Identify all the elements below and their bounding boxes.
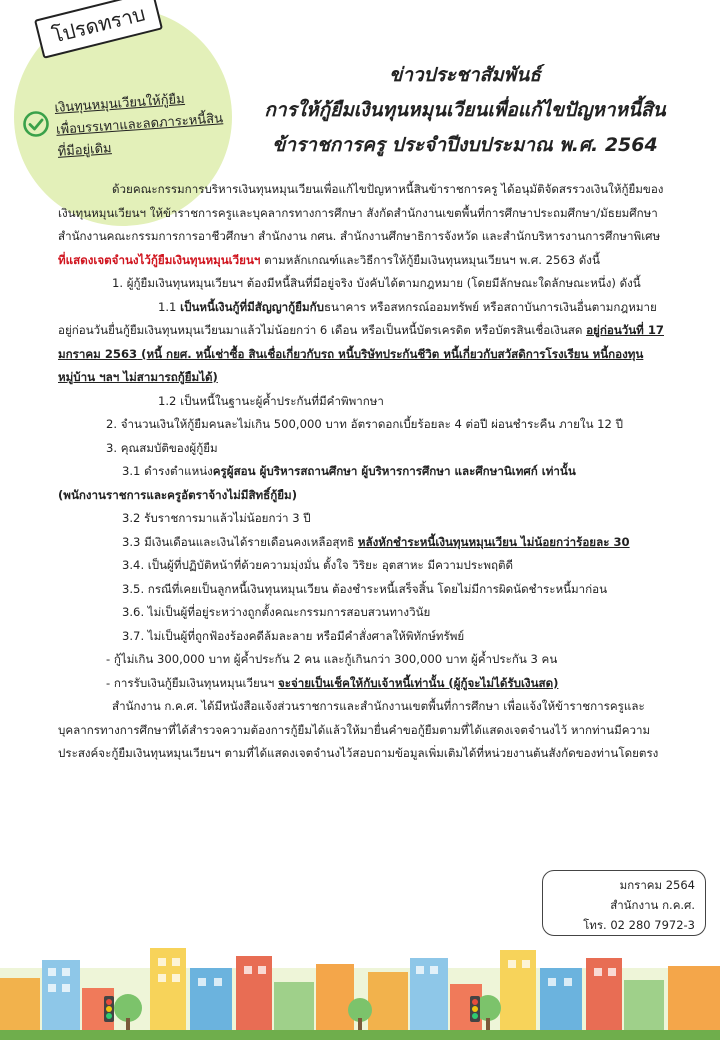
item-3-3-text: 3.3 มีเงินเดือนและเงินได้รายเดือนคงเหลือสุทธิ bbox=[122, 534, 358, 549]
item-3-2: 3.2 รับราชการมาแล้วไม่น้อยกว่า 3 ปี bbox=[122, 511, 311, 525]
item-3: 3. คุณสมบัติของผู้กู้ยืม bbox=[106, 440, 218, 455]
item-3-7: 3.7. ไม่เป็นผู้ที่ถูกฟ้องร้องคดีล้มละลาย หรือมีคำสั่งศาลให้พิทักษ์ทรัพย์ bbox=[122, 628, 465, 643]
item-3-5: 3.5. กรณีที่เคยเป็นลูกหนี้เงินทุนหมุนเวียน ต้องชำระหนี้เสร็จสิ้น โดยไม่มีการผิดนัดชำระหนี้มาก่อน bbox=[122, 581, 608, 596]
item-3-3 bbox=[58, 531, 664, 555]
item-3-1-bold: ครูผู้สอน ผู้บริหารสถานศึกษา ผู้บริหารการศึกษา และศึกษานิเทศก์ เท่านั้น bbox=[212, 464, 576, 478]
item-2: 2. จำนวนเงินให้กู้ยืมคนละไม่เกิน 500,000 บาท อัตราดอกเบี้ยร้อยละ 4 ต่อปี ผ่อนชำระคืน ภายใน 12 ปี bbox=[106, 417, 623, 431]
contact-phone: โทร. 02 280 7972-3 bbox=[583, 918, 695, 932]
item-1-1-text: ธนาคาร หรือสหกรณ์ออมทรัพย์ หรือสถาบันการเงินอื่นตามกฎหมาย อยู่ก่อนวันยื่นกู้ยืมเงินทุนหมุนเวียนมาแล้วไม่น้อยกว่า 6 เดือน หรือเป็นหนี้บัตรเครดิต หรือบัตรสินเชื่อเงินสด bbox=[58, 299, 657, 337]
item-3-4: 3.4. เป็นผู้ที่ปฏิบัติหน้าที่ด้วยความมุ่งมั่น ตั้งใจ วิริยะ อุตสาหะ มีความประพฤติดี bbox=[122, 558, 514, 572]
notice-line: เพื่อบรรเทาและลดภาระหนี้สิน bbox=[55, 111, 224, 138]
notice-text bbox=[54, 86, 228, 164]
intro-text: ด้วยคณะกรรมการบริหารเงินทุนหมุนเวียนเพื่อแก้ไขปัญหาหนี้สินข้าราชการครู ได้อนุมัติจัดสรรวงเงินให้กู้ยืมของเงินทุนหมุนเวียนฯ ให้ข้าราชการครูและบุคลากรทางการศึกษา สังกัดสำนักงานเขตพื้นที่การศึกษาประถมศึกษา/มัธยมศึกษา สำนักงานคณะกรรมการการอาชีวศึกษา สำนักงาน กศน. สำนักงานศึกษาธิการจังหวัด และสำนักบริหารงานการศึกษาพิเศษ bbox=[58, 182, 664, 243]
title-line-3: ข้าราชการครู ประจำปีงบประมาณ พ.ศ. 2564 bbox=[272, 134, 658, 156]
intro-highlight: ที่แสดงเจตจำนงไว้กู้ยืมเงินทุนหมุนเวียนฯ bbox=[58, 252, 261, 267]
item-3-6: 3.6. ไม่เป็นผู้ที่อยู่ระหว่างถูกตั้งคณะกรรมการสอบสวนทางวินัย bbox=[122, 605, 431, 619]
ground-strip bbox=[0, 1030, 720, 1040]
bullet-payment-text: - การรับเงินกู้ยืมเงินทุนหมุนเวียนฯ bbox=[106, 675, 278, 690]
item-1-1-bold: เป็นหนี้เงินกู้ที่มีสัญญากู้ยืมกับ bbox=[180, 299, 324, 314]
closing-paragraph: สำนักงาน ก.ค.ศ. ได้มีหนังสือแจ้งส่วนราชการและสำนักงานเขตพื้นที่การศึกษา เพื่อแจ้งให้ข้าราชการครูและบุคลากรทางการศึกษาที่ได้สำรวจความต้องการกู้ยืมได้แล้วให้มายื่นคำขอกู้ยืมตามที่ได้แสดงเจตจำนงไว้ หากท่านมีความประสงค์จะกู้ยืมเงินทุนหมุนเวียนฯ ตามที่ได้แสดงเจตจำนงไว้สอบถามข้อมูลเพิ่มเติมได้ที่หน่วยงานต้นสังกัดของท่านโดยตรง bbox=[58, 699, 659, 760]
contact-box bbox=[542, 870, 706, 936]
intro-paragraph bbox=[58, 178, 664, 272]
check-circle-icon bbox=[22, 110, 50, 138]
bullet-payment bbox=[58, 672, 664, 696]
item-1-2: 1.2 เป็นหนี้ในฐานะผู้ค้ำประกันที่มีคำพิพากษา bbox=[158, 393, 384, 408]
bullet-guarantor: - กู้ไม่เกิน 300,000 บาท ผู้ค้ำประกัน 2 คน และกู้เกินกว่า 300,000 บาท ผู้ค้ำประกัน 3 คน bbox=[106, 652, 558, 666]
title-line-1: ข่าวประชาสัมพันธ์ bbox=[389, 64, 541, 86]
item-3-1 bbox=[58, 460, 664, 484]
item-1-1 bbox=[58, 296, 664, 390]
item-1: 1. ผู้กู้ยืมเงินทุนหมุนเวียนฯ ต้องมีหนี้สินที่มีอยู่จริง บังคับได้ตามกฎหมาย (โดยมีลักษณะใดลักษณะหนึ่ง) ดังนี้ bbox=[112, 276, 641, 290]
item-1-1-exclusion: (หนี้ กยศ. หนี้เช่าซื้อ สินเชื่อเกี่ยวกับรถ หนี้บริษัทประกันชีวิต หนี้เกี่ยวกับสวัสดิการโรงเรียน หนี้กองทุนหมู่บ้าน ฯลฯ ไม่สามารถกู้ยืมได้) bbox=[58, 346, 644, 384]
notice-line: ที่มีอยู่เดิม bbox=[57, 141, 113, 160]
title-block bbox=[230, 58, 700, 163]
announcement-body bbox=[58, 178, 664, 766]
notice-tag: โปรดทราบ bbox=[34, 0, 163, 59]
item-1-1-date: อยู่ก่อนวันที่ 17 มกราคม 2563 bbox=[58, 323, 664, 361]
item-3-3-bold: หลังหักชำระหนี้เงินทุนหมุนเวียน ไม่น้อยกว่าร้อยละ 30 bbox=[357, 534, 630, 549]
item-number: 1.1 bbox=[158, 299, 181, 314]
notice-line: เงินทุนหมุนเวียนให้กู้ยืม bbox=[54, 91, 186, 116]
city-skyline-illustration bbox=[0, 938, 720, 1040]
contact-office: สำนักงาน ก.ค.ศ. bbox=[610, 898, 695, 912]
item-3-1-text: 3.1 ดำรงตำแหน่ง bbox=[122, 464, 213, 478]
item-3-1-note: (พนักงานราชการและครูอัตราจ้างไม่มีสิทธิ์กู้ยืม) bbox=[58, 487, 297, 502]
title-line-2: การให้กู้ยืมเงินทุนหมุนเวียนเพื่อแก้ไขปัญหาหนี้สิน bbox=[264, 99, 666, 121]
contact-date: มกราคม 2564 bbox=[619, 878, 695, 892]
intro-text-end: ตามหลักเกณฑ์และวิธีการให้กู้ยืมเงินทุนหมุนเวียนฯ พ.ศ. 2563 ดังนี้ bbox=[260, 252, 600, 267]
bullet-payment-bold: จะจ่ายเป็นเช็คให้กับเจ้าหนี้เท่านั้น (ผู้กู้จะไม่ได้รับเงินสด) bbox=[277, 675, 559, 690]
